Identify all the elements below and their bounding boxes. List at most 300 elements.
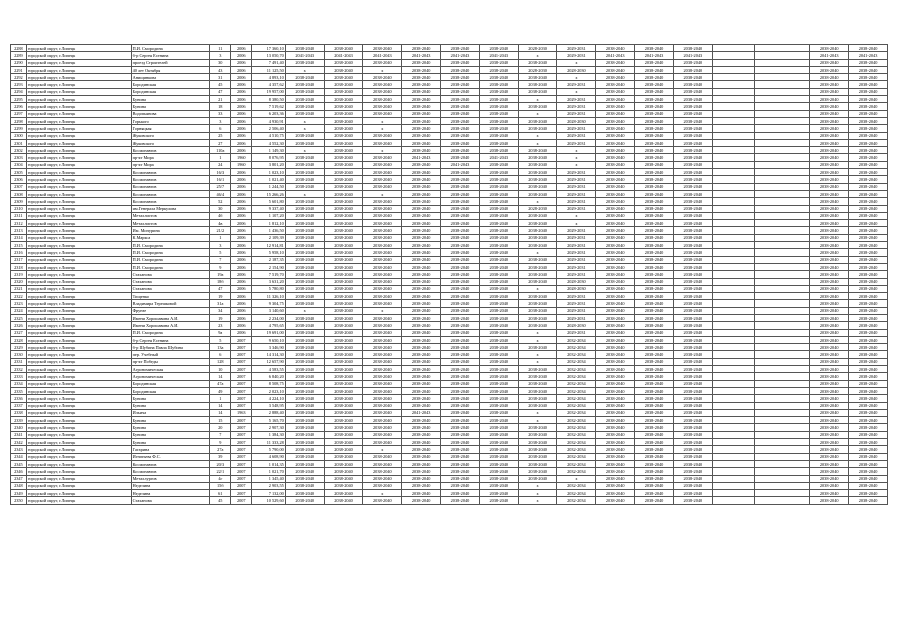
table-cell: 2038-2040 — [479, 183, 518, 190]
table-cell: 2038-2040 — [402, 322, 441, 329]
table-cell: 2038-2040 — [402, 475, 441, 482]
table-cell: 2038-2040 — [810, 161, 849, 168]
table-cell: 2032-2034 — [557, 344, 596, 351]
table-cell: 2038-2040 — [518, 147, 557, 154]
table-cell: 47 — [210, 88, 231, 95]
table-cell: 2029-2031 — [557, 103, 596, 110]
table-cell: 2038-2040 — [363, 344, 402, 351]
table-cell: 2038-2040 — [635, 154, 674, 161]
table-cell: 2038-2040 — [810, 117, 849, 124]
table-cell: 2038-2040 — [479, 278, 518, 285]
table-cell: 15б — [210, 482, 231, 489]
table-cell: 2038-2040 — [673, 482, 712, 489]
table-cell: 2038-2040 — [285, 468, 324, 475]
table-cell: 2038-2040 — [285, 351, 324, 358]
table-cell — [712, 300, 754, 307]
table-cell: х — [518, 490, 557, 497]
table-cell — [712, 402, 754, 409]
table-cell: 2029-2031 — [557, 234, 596, 241]
table-cell: 2029-2031 — [557, 314, 596, 321]
table-cell: 2038-2040 — [810, 322, 849, 329]
table-cell — [712, 460, 754, 467]
table-cell: 2038-2040 — [441, 293, 480, 300]
table-cell: х — [557, 74, 596, 81]
table-cell: 2038-2040 — [441, 329, 480, 336]
table-row — [11, 59, 888, 66]
table-cell: 2038-2040 — [479, 380, 518, 387]
table-cell — [712, 431, 754, 438]
table-row — [11, 482, 888, 489]
table-cell: 2038-2040 — [324, 59, 363, 66]
table-cell: Бунина — [131, 395, 210, 402]
table-cell: 2041-2043 — [635, 52, 674, 59]
table-cell: 2006 — [231, 147, 252, 154]
table-cell — [754, 66, 810, 73]
table-cell: 2038-2040 — [596, 387, 635, 394]
table-cell: 2038-2040 — [402, 285, 441, 292]
table-cell: 2032-2034 — [557, 424, 596, 431]
table-row — [11, 205, 888, 212]
table-cell: 2038-2040 — [635, 169, 674, 176]
table-cell: 2038-2040 — [635, 293, 674, 300]
table-cell: 2029-2031 — [557, 263, 596, 270]
table-cell: городской округ, г.Липецк — [26, 439, 131, 446]
table-cell: 1 023,10 — [252, 169, 286, 176]
table-cell: 2038-2040 — [635, 110, 674, 117]
table-cell: 2038-2040 — [518, 446, 557, 453]
table-cell: 19 — [210, 293, 231, 300]
table-cell: 2038-2040 — [363, 59, 402, 66]
table-cell: 2038-2040 — [635, 322, 674, 329]
table-cell: Агрономическая — [131, 366, 210, 373]
table-cell: 9 337,40 — [252, 205, 286, 212]
table-cell: 2038-2040 — [402, 307, 441, 314]
table-cell: 2038-2040 — [810, 88, 849, 95]
table-cell: 2038-2040 — [324, 278, 363, 285]
table-cell: х — [363, 117, 402, 124]
table-cell: 110а — [210, 147, 231, 154]
table-cell: 2038-2040 — [673, 125, 712, 132]
table-cell: городской округ, г.Липецк — [26, 125, 131, 132]
table-cell: П.И. Смородина — [131, 256, 210, 263]
table-cell: 2038-2040 — [596, 329, 635, 336]
table-cell: 2038-2040 — [596, 468, 635, 475]
table-cell: 2038-2040 — [324, 490, 363, 497]
table-cell: Космонавтов — [131, 183, 210, 190]
table-cell — [754, 431, 810, 438]
table-cell: 2038-2040 — [673, 249, 712, 256]
table-cell — [712, 154, 754, 161]
table-cell: 2038-2040 — [673, 190, 712, 197]
table-row — [11, 366, 888, 373]
table-cell: 2038-2040 — [402, 417, 441, 424]
table-cell: 2038-2040 — [441, 66, 480, 73]
table-cell: 2029-2031 — [557, 190, 596, 197]
table-cell: 2038-2040 — [518, 293, 557, 300]
table-cell: 2038-2040 — [849, 220, 888, 227]
table-cell: 2038-2040 — [673, 409, 712, 416]
table-cell: 5 — [210, 249, 231, 256]
table-cell: 2038-2040 — [285, 402, 324, 409]
table-cell: 10 529,60 — [252, 497, 286, 504]
table-cell: 2038-2040 — [810, 336, 849, 343]
table-cell: 2038-2040 — [596, 475, 635, 482]
table-cell: 2305 — [11, 169, 27, 176]
table-cell: 2307 — [11, 183, 27, 190]
table-cell — [712, 74, 754, 81]
table-cell: 2038-2040 — [402, 366, 441, 373]
table-cell: 2038-2040 — [441, 300, 480, 307]
table-cell: 2041-2043 — [849, 52, 888, 59]
table-cell: 2038-2040 — [402, 249, 441, 256]
table-cell: 2038-2040 — [285, 366, 324, 373]
table-cell: 2038-2040 — [635, 307, 674, 314]
table-cell — [712, 147, 754, 154]
table-cell: 2038-2040 — [849, 300, 888, 307]
table-cell: 2006 — [231, 285, 252, 292]
table-cell: 30 — [210, 59, 231, 66]
table-cell: 2038-2040 — [849, 351, 888, 358]
table-cell: 2038-2040 — [673, 66, 712, 73]
table-cell: 2038-2040 — [479, 132, 518, 139]
table-cell: 2334 — [11, 380, 27, 387]
table-cell: 3 548,95 — [252, 402, 286, 409]
table-cell: 2038-2040 — [285, 424, 324, 431]
table-cell: 4 608,90 — [252, 453, 286, 460]
table-cell: Гагарина — [131, 446, 210, 453]
table-cell: 2297 — [11, 110, 27, 117]
table-cell: 2006 — [231, 96, 252, 103]
table-cell: городской округ, г.Липецк — [26, 409, 131, 416]
table-cell: 2038-2040 — [673, 460, 712, 467]
table-cell: х — [285, 147, 324, 154]
table-row — [11, 183, 888, 190]
table-cell: 7 519,62 — [252, 103, 286, 110]
table-cell: 2038-2040 — [518, 81, 557, 88]
table-cell: 2038-2040 — [673, 88, 712, 95]
table-cell: 2038-2040 — [849, 336, 888, 343]
table-cell: 2038-2040 — [324, 431, 363, 438]
table-cell: 2038-2040 — [673, 205, 712, 212]
table-cell: 2032-2034 — [557, 439, 596, 446]
table-cell: городской округ, г.Липецк — [26, 96, 131, 103]
table-cell: Космонавтов — [131, 468, 210, 475]
table-cell: 19 691,00 — [252, 329, 286, 336]
table-cell: 2038-2040 — [635, 234, 674, 241]
table-cell: 2038-2040 — [596, 212, 635, 219]
table-cell: 2038-2040 — [518, 176, 557, 183]
table-cell: 2313 — [11, 227, 27, 234]
table-cell: пр-кт Мира — [131, 161, 210, 168]
table-cell: 2038-2040 — [673, 300, 712, 307]
table-cell: городской округ, г.Липецк — [26, 490, 131, 497]
table-cell: П.И. Смородина — [131, 249, 210, 256]
table-cell: городской округ, г.Липецк — [26, 300, 131, 307]
table-cell: 2038-2040 — [810, 460, 849, 467]
table-cell: 2038-2040 — [402, 490, 441, 497]
table-cell: 2 187,35 — [252, 256, 286, 263]
table-cell: 2038-2040 — [518, 169, 557, 176]
table-cell: 1963 — [231, 409, 252, 416]
table-cell: 2038-2040 — [324, 395, 363, 402]
table-cell: 2032-2034 — [557, 351, 596, 358]
table-cell: 2041-2043 — [402, 154, 441, 161]
table-cell: Бородинская — [131, 81, 210, 88]
table-cell: 2038-2040 — [479, 497, 518, 504]
table-cell: 2038-2040 — [635, 366, 674, 373]
table-cell: 1 244,50 — [252, 183, 286, 190]
table-cell: 2038-2040 — [479, 45, 518, 52]
table-cell: 2038-2040 — [673, 132, 712, 139]
table-cell: 2038-2040 — [402, 212, 441, 219]
table-cell: 2038-2040 — [518, 431, 557, 438]
table-cell: 2038-2040 — [518, 344, 557, 351]
table-cell: 2038-2040 — [363, 263, 402, 270]
table-cell: 2029-2031 — [557, 176, 596, 183]
table-cell: Игнатьева Ф.С. — [131, 453, 210, 460]
table-cell: 2038-2040 — [285, 446, 324, 453]
table-cell — [754, 161, 810, 168]
table-cell — [712, 366, 754, 373]
table-cell: 1 384,30 — [252, 431, 286, 438]
table-cell: 2316 — [11, 249, 27, 256]
table-cell: 2038-2040 — [810, 366, 849, 373]
table-cell: 2038-2040 — [810, 125, 849, 132]
table-cell: 2038-2040 — [363, 373, 402, 380]
table-cell — [712, 490, 754, 497]
table-cell: 2038-2040 — [518, 300, 557, 307]
table-cell — [754, 220, 810, 227]
table-cell: 2038-2040 — [810, 132, 849, 139]
table-cell: 2038-2040 — [441, 307, 480, 314]
table-cell: 2006 — [231, 88, 252, 95]
table-cell: 2038-2040 — [441, 139, 480, 146]
table-cell: 2007 — [231, 431, 252, 438]
table-cell: 2038-2040 — [479, 285, 518, 292]
table-row — [11, 475, 888, 482]
table-cell: 1 — [210, 234, 231, 241]
table-cell: 2038-2040 — [635, 460, 674, 467]
table-cell — [712, 234, 754, 241]
table-cell: 2038-2040 — [849, 322, 888, 329]
table-cell: городской округ, г.Липецк — [26, 52, 131, 59]
table-cell: 2038-2040 — [479, 344, 518, 351]
table-row — [11, 256, 888, 263]
table-cell: х — [363, 66, 402, 73]
table-cell: 45 — [210, 81, 231, 88]
table-cell: 2038-2040 — [673, 336, 712, 343]
table-cell: 2038-2040 — [479, 453, 518, 460]
table-cell — [712, 395, 754, 402]
table-cell: 2038-2040 — [285, 59, 324, 66]
table-cell: 2038-2040 — [324, 45, 363, 52]
table-cell: 2038-2040 — [441, 212, 480, 219]
table-cell: 2038-2040 — [324, 380, 363, 387]
table-cell: 2038-2040 — [673, 322, 712, 329]
table-cell: 2038-2040 — [441, 249, 480, 256]
table-cell: 2029-2031 — [557, 110, 596, 117]
table-cell: 2038-2040 — [479, 373, 518, 380]
table-cell: 2038-2040 — [441, 497, 480, 504]
table-cell: 2007 — [231, 439, 252, 446]
table-cell: городской округ, г.Липецк — [26, 205, 131, 212]
table-cell: 18 — [210, 103, 231, 110]
table-cell: 2038-2040 — [363, 176, 402, 183]
table-cell: 2038-2040 — [810, 256, 849, 263]
table-cell: 2038-2040 — [479, 387, 518, 394]
table-cell: 2038-2040 — [810, 212, 849, 219]
table-cell: 2038-2040 — [849, 329, 888, 336]
table-cell: х — [363, 307, 402, 314]
table-cell: 2041-2043 — [673, 52, 712, 59]
table-cell: городской округ, г.Липецк — [26, 395, 131, 402]
table-cell: 2038-2040 — [518, 439, 557, 446]
table-cell: городской округ, г.Липецк — [26, 45, 131, 52]
table-cell: 2032-2034 — [557, 497, 596, 504]
table-cell: 61 — [210, 490, 231, 497]
table-cell: 2038-2040 — [479, 490, 518, 497]
table-cell: 2038-2040 — [363, 475, 402, 482]
table-cell: 2038-2040 — [673, 183, 712, 190]
table-cell: 2028-2030 — [518, 45, 557, 52]
table-cell: х — [557, 475, 596, 482]
table-cell: 2038-2040 — [402, 482, 441, 489]
table-cell: 2038-2040 — [479, 103, 518, 110]
table-cell: 2346 — [11, 468, 27, 475]
table-cell: 2038-2040 — [441, 453, 480, 460]
table-cell: 2032-2034 — [557, 490, 596, 497]
table-cell: 2038-2040 — [285, 263, 324, 270]
table-cell: 2032-2034 — [557, 380, 596, 387]
table-cell: х — [518, 409, 557, 416]
table-cell: 2038-2040 — [285, 293, 324, 300]
table-cell: 2038-2040 — [285, 220, 324, 227]
table-cell: 2038-2040 — [635, 212, 674, 219]
table-cell: х — [363, 190, 402, 197]
table-cell: 2350 — [11, 497, 27, 504]
table-cell: 2038-2040 — [596, 336, 635, 343]
table-row — [11, 446, 888, 453]
table-cell: городской округ, г.Липецк — [26, 139, 131, 146]
table-cell: 2006 — [231, 278, 252, 285]
table-cell: 2038-2040 — [810, 96, 849, 103]
table-cell: 2038-2040 — [849, 117, 888, 124]
table-cell: 2038-2040 — [518, 103, 557, 110]
table-cell: х — [518, 198, 557, 205]
table-cell: 2038-2040 — [285, 103, 324, 110]
table-cell: 43 — [210, 66, 231, 73]
table-cell — [712, 59, 754, 66]
table-cell: 2038-2040 — [635, 468, 674, 475]
table-cell: 8 076,95 — [252, 154, 286, 161]
table-cell: 2038-2040 — [635, 417, 674, 424]
table-cell: 2038-2040 — [479, 212, 518, 219]
table-cell — [712, 439, 754, 446]
table-cell: 2038-2040 — [849, 132, 888, 139]
table-cell: 2335 — [11, 387, 27, 394]
table-cell: 2038-2040 — [479, 336, 518, 343]
table-cell: 2038-2040 — [363, 358, 402, 365]
table-cell: 5 165,70 — [252, 417, 286, 424]
table-cell: 2038-2040 — [324, 198, 363, 205]
table-cell: 5 601,80 — [252, 198, 286, 205]
table-row — [11, 190, 888, 197]
table-cell: 9а — [210, 329, 231, 336]
table-cell: городской округ, г.Липецк — [26, 278, 131, 285]
table-cell: 2038-2040 — [363, 380, 402, 387]
table-cell — [754, 271, 810, 278]
table-cell: х — [285, 125, 324, 132]
table-cell: 2028-2030 — [518, 66, 557, 73]
table-cell: 2038-2040 — [324, 169, 363, 176]
table-cell: 2038-2040 — [849, 81, 888, 88]
table-cell — [754, 453, 810, 460]
table-cell: 2038-2040 — [441, 117, 480, 124]
table-cell: 2038-2040 — [363, 482, 402, 489]
table-cell: 2321 — [11, 285, 27, 292]
table-cell: 2038-2040 — [673, 74, 712, 81]
table-cell: 2038-2040 — [596, 482, 635, 489]
table-cell: 2038-2040 — [810, 358, 849, 365]
table-cell: 2038-2040 — [635, 446, 674, 453]
table-cell: 2038-2040 — [673, 110, 712, 117]
table-cell: 2038-2040 — [402, 271, 441, 278]
table-cell: 2038-2040 — [635, 278, 674, 285]
table-cell: 47а — [210, 380, 231, 387]
table-cell: 2038-2040 — [810, 453, 849, 460]
table-cell: 21/2 — [210, 227, 231, 234]
table-cell: 2038-2040 — [810, 424, 849, 431]
table-cell: городской округ, г.Липецк — [26, 424, 131, 431]
table-cell: Космонавтов — [131, 147, 210, 154]
table-cell: 7 519,70 — [252, 271, 286, 278]
table-cell: 2007 — [231, 468, 252, 475]
table-cell — [712, 263, 754, 270]
table-cell: 2038-2040 — [363, 460, 402, 467]
table-cell: 2038-2040 — [518, 271, 557, 278]
table-cell: 23 — [210, 322, 231, 329]
table-cell: городской округ, г.Липецк — [26, 446, 131, 453]
table-cell: 4в — [210, 220, 231, 227]
table-cell: 30 — [210, 205, 231, 212]
table-cell: 2038-2040 — [849, 431, 888, 438]
table-cell: 2309 — [11, 198, 27, 205]
table-row — [11, 417, 888, 424]
table-cell: 2038-2040 — [673, 59, 712, 66]
table-cell: 27а — [210, 446, 231, 453]
table-cell: 2029-2031 — [557, 205, 596, 212]
table-cell: 2006 — [231, 220, 252, 227]
table-cell: 2038-2040 — [285, 417, 324, 424]
table-cell: 13 050,70 — [252, 52, 286, 59]
table-cell: 2038-2040 — [363, 256, 402, 263]
table-cell: 2038-2040 — [479, 460, 518, 467]
table-cell — [712, 88, 754, 95]
table-cell: 2311 — [11, 212, 27, 219]
table-cell: 2038-2040 — [441, 190, 480, 197]
table-cell: 2038-2040 — [285, 490, 324, 497]
table-cell — [754, 117, 810, 124]
table-cell: 2038-2040 — [324, 183, 363, 190]
table-cell: 2038-2040 — [849, 227, 888, 234]
table-cell: 2038-2040 — [673, 307, 712, 314]
table-cell: 2038-2040 — [285, 409, 324, 416]
table-row — [11, 234, 888, 241]
table-cell: 2 023,10 — [252, 387, 286, 394]
table-cell: 3 140,60 — [252, 307, 286, 314]
table-cell: 2038-2040 — [402, 380, 441, 387]
table-cell: 2290 — [11, 59, 27, 66]
